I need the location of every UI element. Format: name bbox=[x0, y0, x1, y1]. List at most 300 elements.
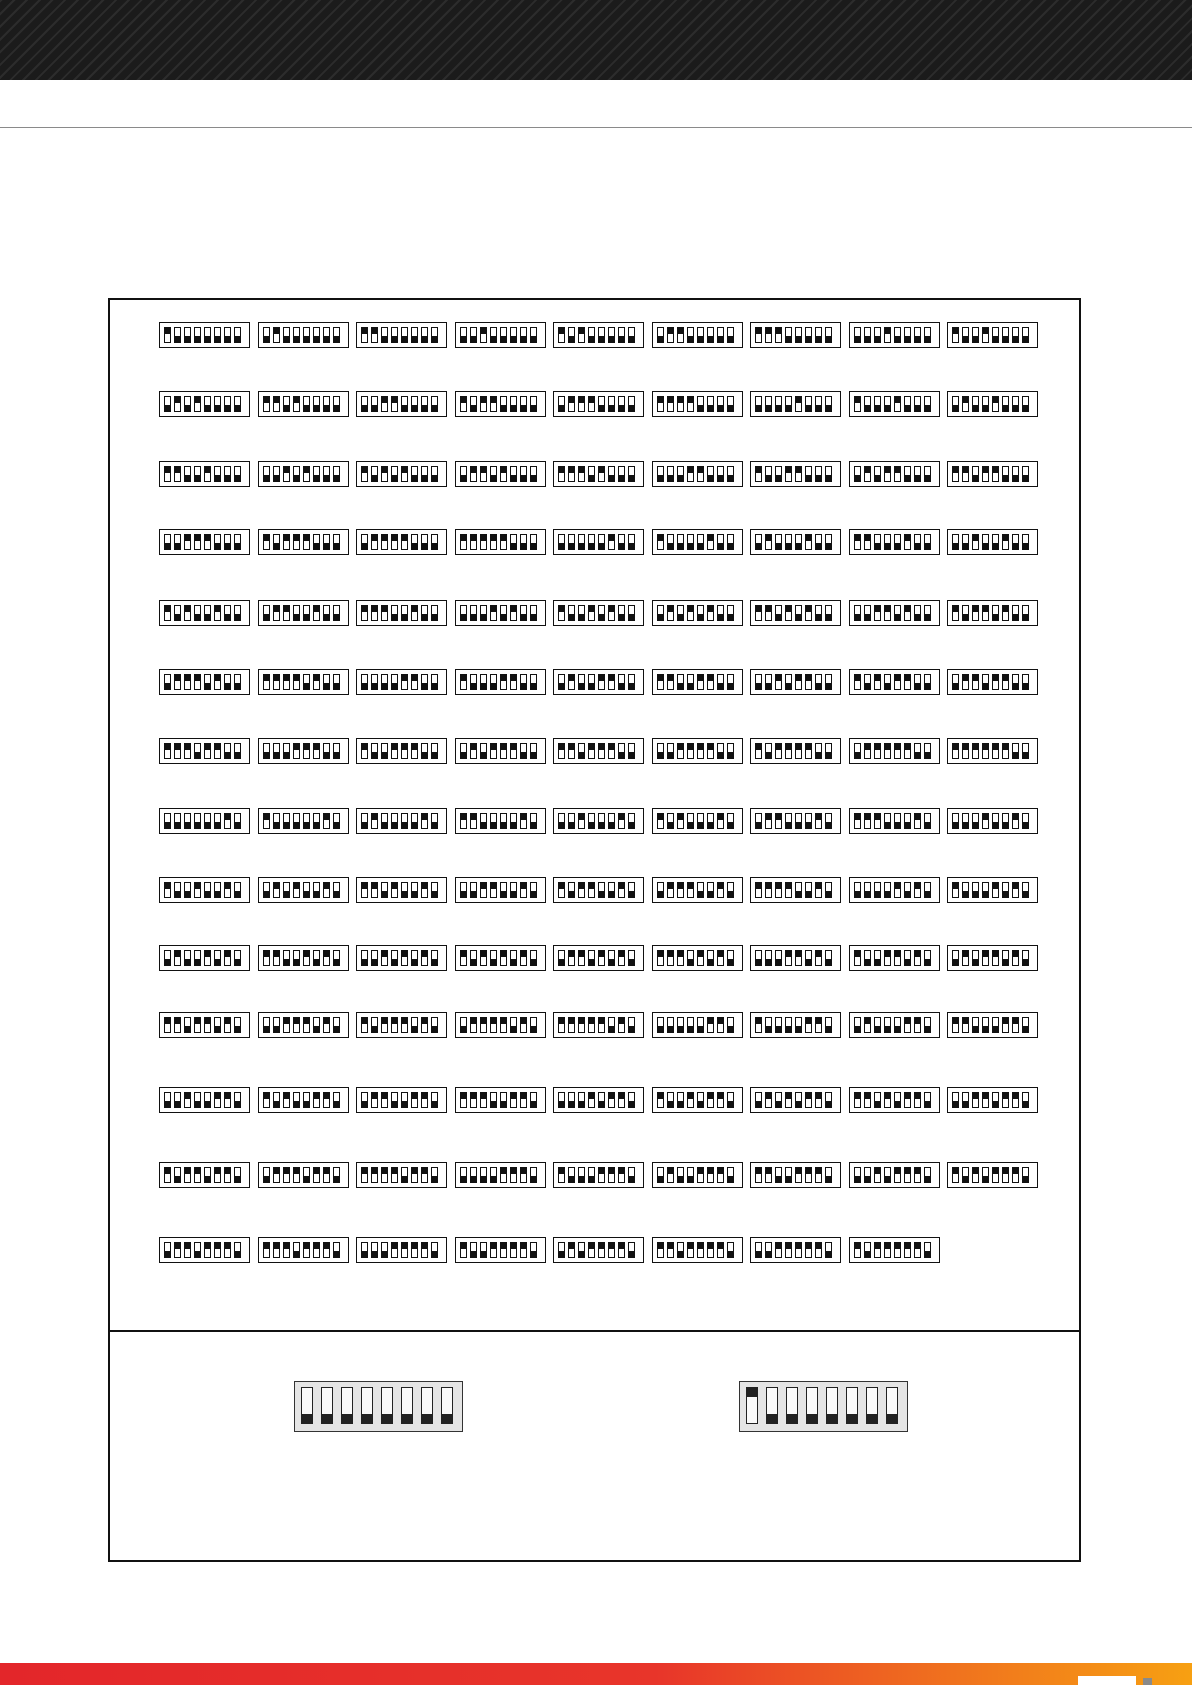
switch-knob bbox=[826, 752, 831, 758]
switch-knob bbox=[165, 683, 170, 689]
dip-switch-7 bbox=[520, 1167, 527, 1183]
dip-switch-1 bbox=[164, 534, 171, 550]
dip-switch-6 bbox=[313, 743, 320, 759]
dip-switch-4 bbox=[982, 327, 989, 343]
switch-knob bbox=[698, 951, 703, 957]
dip-switch-4 bbox=[785, 1017, 792, 1033]
dip-switch-6 bbox=[608, 743, 615, 759]
dip-switch-7 bbox=[323, 674, 330, 690]
dip-switch-1 bbox=[361, 882, 368, 898]
switch-knob bbox=[658, 336, 663, 342]
dip-switch-4 bbox=[391, 882, 398, 898]
dip-switch-4 bbox=[785, 396, 792, 412]
dip-switch-2 bbox=[371, 466, 378, 482]
switch-knob bbox=[362, 405, 367, 411]
switch-knob bbox=[274, 1101, 279, 1107]
dip-switch-8 bbox=[333, 674, 340, 690]
switch-knob bbox=[895, 822, 900, 828]
dip-switch-6 bbox=[510, 882, 517, 898]
dip-setting-99 bbox=[947, 1012, 1038, 1038]
dip-switch-4 bbox=[588, 743, 595, 759]
switch-knob bbox=[925, 614, 930, 620]
dip-switch-2 bbox=[174, 327, 181, 343]
switch-knob bbox=[461, 535, 466, 541]
dip-switch-2 bbox=[962, 1017, 969, 1033]
dip-switch-4 bbox=[194, 743, 201, 759]
switch-knob bbox=[599, 543, 604, 549]
dip-setting-53 bbox=[849, 669, 940, 695]
dip-switch-4 bbox=[194, 950, 201, 966]
dip-switch-8 bbox=[628, 1242, 635, 1258]
dip-switch-4 bbox=[293, 605, 300, 621]
switch-knob bbox=[609, 405, 614, 411]
switch-knob bbox=[816, 1168, 821, 1174]
switch-knob bbox=[806, 675, 811, 681]
dip-switch-2 bbox=[568, 1242, 575, 1258]
dip-switch-3 bbox=[874, 327, 881, 343]
dip-switch-7 bbox=[421, 882, 428, 898]
switch-knob bbox=[559, 606, 564, 612]
switch-knob bbox=[925, 1026, 930, 1032]
dip-switch-3 bbox=[874, 605, 881, 621]
switch-knob bbox=[175, 543, 180, 549]
dip-setting-120 bbox=[356, 1237, 447, 1263]
dip-setting-74 bbox=[258, 877, 349, 903]
switch-knob bbox=[392, 822, 397, 828]
dip-switch-4 bbox=[785, 1242, 792, 1258]
switch-knob bbox=[728, 752, 733, 758]
switch-knob bbox=[855, 397, 860, 403]
switch-knob bbox=[422, 614, 427, 620]
switch-knob bbox=[362, 1251, 367, 1257]
dip-switch-8 bbox=[333, 882, 340, 898]
dip-switch-6 bbox=[904, 950, 911, 966]
dip-switch-1 bbox=[952, 950, 959, 966]
dip-setting-58 bbox=[455, 738, 546, 764]
switch-knob bbox=[885, 606, 890, 612]
dip-switch-4 bbox=[490, 396, 497, 412]
switch-knob bbox=[953, 1018, 958, 1024]
switch-knob bbox=[579, 683, 584, 689]
switch-knob bbox=[629, 959, 634, 965]
switch-knob bbox=[412, 822, 417, 828]
switch-knob bbox=[521, 814, 526, 820]
switch-knob bbox=[334, 752, 339, 758]
switch-knob bbox=[1023, 752, 1028, 758]
dip-setting-67 bbox=[455, 808, 546, 834]
dip-switch-8 bbox=[1022, 327, 1029, 343]
dip-switch-1 bbox=[361, 950, 368, 966]
switch-knob bbox=[865, 467, 870, 473]
dip-switch-5 bbox=[401, 674, 408, 690]
dip-switch-1 bbox=[657, 534, 664, 550]
switch-knob bbox=[786, 883, 791, 889]
switch-knob bbox=[668, 543, 673, 549]
dip-switch-1 bbox=[460, 1092, 467, 1108]
switch-knob bbox=[915, 1018, 920, 1024]
dip-switch-8 bbox=[727, 396, 734, 412]
switch-knob bbox=[205, 1101, 210, 1107]
dip-switch-8 bbox=[1022, 813, 1029, 829]
dip-switch-5 bbox=[500, 605, 507, 621]
switch-knob bbox=[847, 1414, 857, 1423]
dip-switch-2 bbox=[371, 534, 378, 550]
switch-knob bbox=[304, 683, 309, 689]
dip-switch-4 bbox=[687, 396, 694, 412]
dip-setting-98 bbox=[849, 1012, 940, 1038]
dip-switch-1 bbox=[755, 534, 762, 550]
dip-switch-1 bbox=[361, 813, 368, 829]
dip-switch-1 bbox=[854, 950, 861, 966]
dip-switch-6 bbox=[313, 1017, 320, 1033]
dip-switch-5 bbox=[795, 605, 802, 621]
switch-knob bbox=[481, 683, 486, 689]
dip-switch-7 bbox=[815, 950, 822, 966]
dip-switch-2 bbox=[174, 950, 181, 966]
dip-switch-5 bbox=[697, 396, 704, 412]
switch-knob bbox=[983, 891, 988, 897]
switch-knob bbox=[875, 1243, 880, 1249]
switch-knob bbox=[324, 543, 329, 549]
dip-switch-4 bbox=[687, 605, 694, 621]
dip-switch-7 bbox=[717, 813, 724, 829]
switch-knob bbox=[521, 543, 526, 549]
switch-knob bbox=[165, 959, 170, 965]
switch-knob bbox=[491, 397, 496, 403]
dip-switch-2 bbox=[864, 674, 871, 690]
switch-knob bbox=[195, 535, 200, 541]
switch-knob bbox=[905, 675, 910, 681]
dip-setting-119 bbox=[258, 1237, 349, 1263]
switch-knob bbox=[905, 822, 910, 828]
switch-knob bbox=[1013, 614, 1018, 620]
dip-switch-1 bbox=[952, 882, 959, 898]
dip-switch-1 bbox=[952, 396, 959, 412]
dip-switch-2 bbox=[470, 743, 477, 759]
switch-knob bbox=[195, 822, 200, 828]
dip-switch-8 bbox=[628, 534, 635, 550]
dip-switch-4 bbox=[785, 534, 792, 550]
switch-knob bbox=[865, 744, 870, 750]
dip-switch-5 bbox=[598, 1017, 605, 1033]
dip-switch-8 bbox=[234, 1167, 241, 1183]
switch-knob bbox=[511, 675, 516, 681]
dip-switch-7 bbox=[224, 674, 231, 690]
switch-knob bbox=[756, 1168, 761, 1174]
dip-switch-3 bbox=[578, 1167, 585, 1183]
switch-knob bbox=[728, 1251, 733, 1257]
dip-switch-2 bbox=[962, 1167, 969, 1183]
switch-knob bbox=[786, 1176, 791, 1182]
dip-switch-8 bbox=[530, 1092, 537, 1108]
dip-switch-3 bbox=[972, 743, 979, 759]
dip-switch-7 bbox=[618, 1242, 625, 1258]
dip-switch-5 bbox=[303, 882, 310, 898]
switch-knob bbox=[491, 1018, 496, 1024]
switch-knob bbox=[855, 1026, 860, 1032]
dip-switch-2 bbox=[568, 466, 575, 482]
dip-switch-5 bbox=[500, 1242, 507, 1258]
switch-knob bbox=[915, 1243, 920, 1249]
dip-switch-2 bbox=[765, 950, 772, 966]
dip-switch-3 bbox=[283, 466, 290, 482]
dip-switch-6 bbox=[904, 1017, 911, 1033]
dip-switch-3 bbox=[775, 327, 782, 343]
switch-knob bbox=[215, 606, 220, 612]
dip-switch-8 bbox=[530, 327, 537, 343]
switch-knob bbox=[501, 1243, 506, 1249]
switch-knob bbox=[579, 328, 584, 334]
dip-switch-6 bbox=[1002, 882, 1009, 898]
switch-knob bbox=[728, 683, 733, 689]
dip-switch-4 bbox=[490, 1167, 497, 1183]
switch-knob bbox=[501, 336, 506, 342]
switch-knob bbox=[806, 744, 811, 750]
switch-knob bbox=[432, 336, 437, 342]
dip-switch-7 bbox=[224, 1017, 231, 1033]
dip-switch-8 bbox=[1022, 882, 1029, 898]
dip-switch-5 bbox=[204, 1167, 211, 1183]
dip-switch-2 bbox=[765, 534, 772, 550]
dip-switch-8 bbox=[431, 813, 438, 829]
switch-knob bbox=[314, 1243, 319, 1249]
switch-knob bbox=[215, 744, 220, 750]
dip-switch-4 bbox=[588, 605, 595, 621]
switch-knob bbox=[215, 1026, 220, 1032]
dip-switch-7 bbox=[717, 396, 724, 412]
switch-knob bbox=[698, 891, 703, 897]
dip-switch-3 bbox=[381, 396, 388, 412]
dip-switch-7 bbox=[618, 743, 625, 759]
dip-switch-5 bbox=[401, 743, 408, 759]
legend-switch-5 bbox=[381, 1387, 393, 1424]
switch-knob bbox=[195, 752, 200, 758]
switch-knob bbox=[629, 475, 634, 481]
dip-switch-1 bbox=[952, 674, 959, 690]
dip-switch-5 bbox=[500, 1167, 507, 1183]
dip-switch-4 bbox=[293, 950, 300, 966]
dip-switch-3 bbox=[578, 882, 585, 898]
switch-knob bbox=[865, 814, 870, 820]
dip-switch-2 bbox=[765, 327, 772, 343]
switch-knob bbox=[599, 1101, 604, 1107]
switch-knob bbox=[521, 475, 526, 481]
switch-knob bbox=[756, 883, 761, 889]
dip-switch-8 bbox=[234, 466, 241, 482]
switch-knob bbox=[235, 336, 240, 342]
dip-switch-8 bbox=[333, 1017, 340, 1033]
switch-knob bbox=[334, 959, 339, 965]
legend-dip-all-off bbox=[294, 1381, 463, 1432]
dip-switch-5 bbox=[303, 1017, 310, 1033]
dip-switch-6 bbox=[214, 950, 221, 966]
switch-knob bbox=[806, 1168, 811, 1174]
switch-knob bbox=[215, 1168, 220, 1174]
dip-switch-3 bbox=[874, 396, 881, 412]
dip-switch-1 bbox=[263, 1167, 270, 1183]
switch-knob bbox=[461, 1176, 466, 1182]
switch-knob bbox=[195, 397, 200, 403]
dip-switch-8 bbox=[333, 466, 340, 482]
switch-knob bbox=[668, 1168, 673, 1174]
dip-switch-4 bbox=[884, 1167, 891, 1183]
switch-knob bbox=[235, 614, 240, 620]
dip-switch-6 bbox=[805, 396, 812, 412]
dip-switch-3 bbox=[775, 534, 782, 550]
switch-knob bbox=[973, 744, 978, 750]
switch-knob bbox=[668, 675, 673, 681]
dip-switch-6 bbox=[1002, 813, 1009, 829]
dip-switch-1 bbox=[558, 950, 565, 966]
switch-knob bbox=[382, 336, 387, 342]
dip-switch-3 bbox=[677, 534, 684, 550]
switch-knob bbox=[559, 959, 564, 965]
switch-knob bbox=[776, 1176, 781, 1182]
dip-switch-4 bbox=[490, 674, 497, 690]
switch-knob bbox=[511, 405, 516, 411]
switch-knob bbox=[225, 405, 230, 411]
legend-switch-2 bbox=[321, 1387, 333, 1424]
dip-switch-8 bbox=[924, 743, 931, 759]
switch-knob bbox=[629, 1101, 634, 1107]
switch-knob bbox=[1023, 614, 1028, 620]
switch-knob bbox=[826, 1176, 831, 1182]
switch-knob bbox=[875, 959, 880, 965]
dip-switch-1 bbox=[460, 674, 467, 690]
dip-setting-109 bbox=[159, 1162, 250, 1188]
switch-knob bbox=[629, 614, 634, 620]
dip-setting-72 bbox=[947, 808, 1038, 834]
dip-switch-1 bbox=[657, 1242, 664, 1258]
switch-knob bbox=[579, 467, 584, 473]
dip-switch-3 bbox=[578, 534, 585, 550]
dip-switch-4 bbox=[391, 605, 398, 621]
dip-setting-88 bbox=[750, 945, 841, 971]
switch-knob bbox=[235, 1251, 240, 1257]
dip-setting-7 bbox=[750, 322, 841, 348]
switch-knob bbox=[432, 475, 437, 481]
dip-switch-1 bbox=[361, 605, 368, 621]
dip-switch-7 bbox=[1012, 813, 1019, 829]
switch-knob bbox=[1003, 336, 1008, 342]
dip-switch-4 bbox=[884, 950, 891, 966]
switch-knob bbox=[392, 397, 397, 403]
dip-switch-5 bbox=[598, 605, 605, 621]
switch-knob bbox=[826, 1101, 831, 1107]
switch-knob bbox=[372, 959, 377, 965]
switch-knob bbox=[599, 1168, 604, 1174]
switch-knob bbox=[1013, 543, 1018, 549]
switch-knob bbox=[1023, 1026, 1028, 1032]
dip-switch-1 bbox=[854, 327, 861, 343]
switch-knob bbox=[698, 822, 703, 828]
switch-knob bbox=[471, 535, 476, 541]
switch-knob bbox=[362, 606, 367, 612]
dip-setting-5 bbox=[553, 322, 644, 348]
switch-knob bbox=[718, 683, 723, 689]
switch-knob bbox=[362, 1101, 367, 1107]
dip-switch-8 bbox=[431, 605, 438, 621]
dip-switch-2 bbox=[962, 327, 969, 343]
dip-switch-7 bbox=[914, 534, 921, 550]
dip-switch-5 bbox=[598, 396, 605, 412]
dip-switch-7 bbox=[717, 1017, 724, 1033]
dip-switch-7 bbox=[323, 327, 330, 343]
switch-knob bbox=[698, 467, 703, 473]
dip-switch-6 bbox=[608, 466, 615, 482]
switch-knob bbox=[885, 951, 890, 957]
switch-knob bbox=[422, 475, 427, 481]
dip-switch-5 bbox=[303, 674, 310, 690]
switch-knob bbox=[826, 822, 831, 828]
dip-switch-1 bbox=[657, 950, 664, 966]
dip-switch-6 bbox=[608, 882, 615, 898]
switch-knob bbox=[324, 683, 329, 689]
dip-switch-3 bbox=[775, 1242, 782, 1258]
switch-knob bbox=[925, 475, 930, 481]
switch-knob bbox=[688, 336, 693, 342]
dip-switch-8 bbox=[628, 950, 635, 966]
dip-switch-table bbox=[108, 298, 1081, 1562]
dip-switch-6 bbox=[1002, 534, 1009, 550]
dip-setting-82 bbox=[159, 945, 250, 971]
switch-knob bbox=[1013, 814, 1018, 820]
footer-tab bbox=[1078, 1676, 1136, 1685]
dip-switch-7 bbox=[421, 1167, 428, 1183]
switch-knob bbox=[953, 1101, 958, 1107]
dip-switch-1 bbox=[558, 534, 565, 550]
switch-knob bbox=[284, 675, 289, 681]
switch-knob bbox=[865, 1176, 870, 1182]
dip-switch-8 bbox=[825, 534, 832, 550]
dip-setting-64 bbox=[159, 808, 250, 834]
dip-setting-113 bbox=[553, 1162, 644, 1188]
dip-switch-6 bbox=[805, 1167, 812, 1183]
switch-knob bbox=[796, 744, 801, 750]
header-rule bbox=[0, 127, 1192, 128]
dip-switch-4 bbox=[293, 813, 300, 829]
dip-switch-1 bbox=[460, 396, 467, 412]
dip-switch-3 bbox=[972, 466, 979, 482]
switch-knob bbox=[402, 614, 407, 620]
dip-switch-5 bbox=[894, 396, 901, 412]
dip-switch-2 bbox=[667, 1017, 674, 1033]
switch-knob bbox=[629, 1026, 634, 1032]
switch-knob bbox=[963, 675, 968, 681]
dip-switch-3 bbox=[677, 813, 684, 829]
switch-knob bbox=[708, 891, 713, 897]
dip-switch-6 bbox=[707, 674, 714, 690]
dip-switch-3 bbox=[972, 1017, 979, 1033]
dip-switch-6 bbox=[313, 396, 320, 412]
dip-switch-3 bbox=[775, 466, 782, 482]
dip-switch-6 bbox=[1002, 1017, 1009, 1033]
dip-switch-8 bbox=[530, 605, 537, 621]
dip-switch-6 bbox=[805, 1017, 812, 1033]
dip-setting-77 bbox=[553, 877, 644, 903]
switch-knob bbox=[432, 405, 437, 411]
dip-switch-3 bbox=[283, 1167, 290, 1183]
switch-knob bbox=[521, 1243, 526, 1249]
switch-knob bbox=[855, 535, 860, 541]
dip-setting-23 bbox=[553, 461, 644, 487]
switch-knob bbox=[235, 891, 240, 897]
dip-switch-3 bbox=[677, 605, 684, 621]
dip-switch-7 bbox=[717, 950, 724, 966]
switch-knob bbox=[905, 891, 910, 897]
dip-switch-2 bbox=[174, 1017, 181, 1033]
switch-knob bbox=[392, 744, 397, 750]
